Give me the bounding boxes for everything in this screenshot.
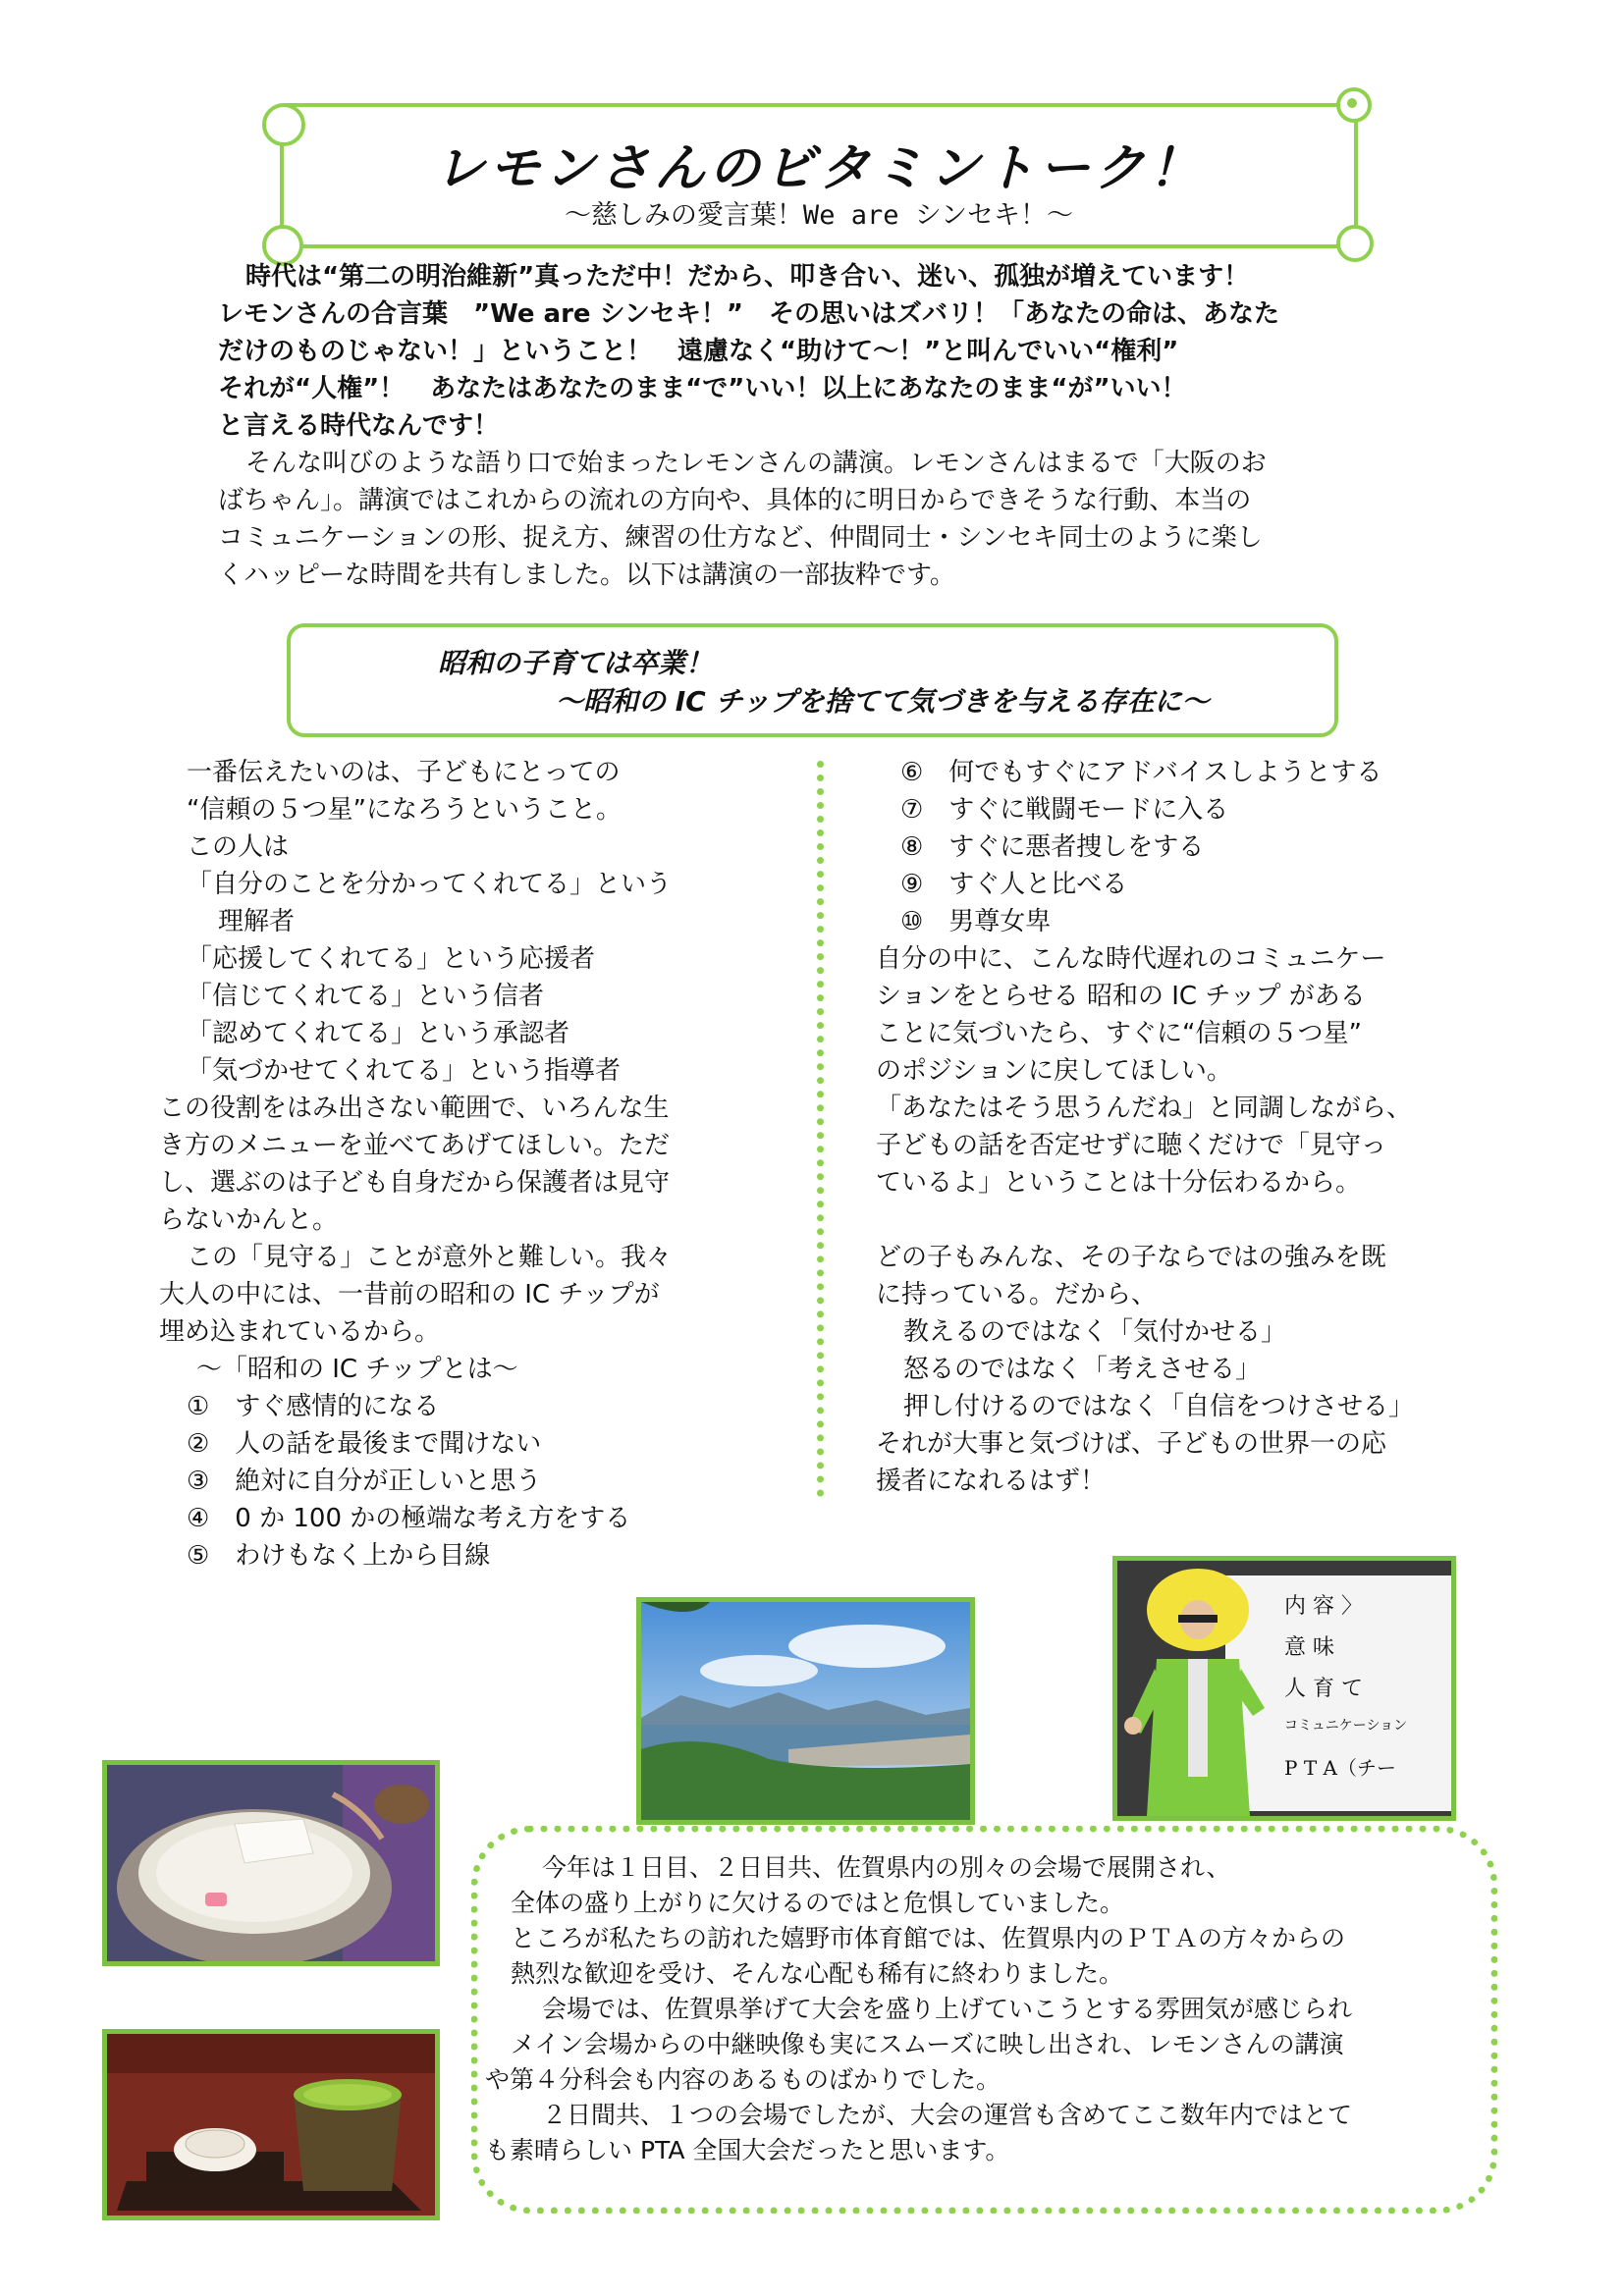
left-column-line: き方のメニューを並べてあげてほしい。ただ	[159, 1131, 671, 1160]
right-column-line: ションをとらせる 昭和の IC チップ がある	[876, 982, 1366, 1011]
right-column-line: 自分の中に、こんな時代遅れのコミュニケー	[876, 944, 1386, 974]
note-line: 会場では、佐賀県挙げて大会を盛り上げていこうとする雰囲気が感じられ	[542, 1995, 1353, 2023]
green-tea-sweets-photo	[102, 2029, 440, 2220]
left-column-line: 「信じてくれてる」という信者	[187, 982, 545, 1011]
right-column-line: 教えるのではなく「気付かせる」	[903, 1317, 1287, 1347]
right-column-line: 子どもの話を否定せずに聴くだけで「見守っ	[876, 1131, 1387, 1160]
left-column-line: 大人の中には、一昔前の昭和の IC チップが	[159, 1280, 660, 1309]
right-column-list-item: ⑩ 男尊女卑	[900, 907, 1052, 936]
left-column-list-item: ④ 0 か 100 かの極端な考え方をする	[187, 1504, 631, 1533]
intro-bold-line: と言える時代なんです！	[218, 411, 500, 441]
note-line: も素晴らしい PTA 全国大会だったと思います。	[485, 2136, 1010, 2164]
right-column-line: に持っている。だから、	[876, 1280, 1158, 1309]
left-column-line: この人は	[187, 832, 290, 862]
note-line: メイン会場からの中継映像も実にスムーズに映し出され、レモンさんの講演	[511, 2030, 1344, 2058]
whiteboard-line: 人 育 て	[1284, 1677, 1363, 1701]
intro-line: くハッピーな時間を共有しました。以下は講演の一部抜粋です。	[218, 561, 955, 590]
left-column-line: 「自分のことを分かってくれてる」という	[187, 870, 673, 899]
left-column-list-item: ② 人の話を最後まで聞けない	[187, 1429, 542, 1459]
whiteboard-line: コミュニケーション	[1284, 1718, 1408, 1734]
tea-illustration	[107, 2034, 435, 2216]
right-column-line: のポジションに戻してほしい。	[876, 1056, 1232, 1086]
note-line: 今年は１日目、２日目共、佐賀県内の別々の会場で展開され、	[542, 1853, 1231, 1882]
tofu-hotpot-photo	[102, 1760, 440, 1966]
intro-bold-line: 時代は“第二の明治維新”真っただ中！だから、叩き合い、迷い、孤独が増えています！	[245, 262, 1250, 292]
right-column-list-item: ⑨ すぐ人と比べる	[900, 870, 1128, 899]
whiteboard-line: P T A（チー	[1284, 1756, 1396, 1780]
speaker-photo	[1112, 1556, 1456, 1821]
right-column-line: 怒るのではなく「考えさせる」	[903, 1355, 1262, 1384]
right-column-line: 援者になれるはず！	[876, 1467, 1107, 1496]
intro-line: そんな叫びのような語り口で始まったレモンさんの講演。レモンさんはまるで「大阪のお	[245, 449, 1267, 478]
right-column-line: それが大事と気づけば、子どもの世界一の応	[876, 1429, 1387, 1459]
intro-line: コミュニケーションの形、捉え方、練習の仕方など、仲間同士・シンセキ同士のように楽し	[218, 523, 1263, 553]
section-subheading: ～昭和の IC チップを捨てて気づきを与える存在に～	[556, 685, 1210, 718]
left-column-line: ～「昭和の IC チップとは～	[196, 1355, 518, 1384]
intro-bold-line: だけのものじゃない！」ということ！ 遠慮なく“助けて～！”と叫んでいい“権利”	[218, 337, 1179, 366]
landscape-illustration	[641, 1602, 970, 1820]
column-divider	[817, 761, 824, 1497]
page-title: レモンさんのビタミントーク！	[433, 139, 1204, 198]
intro-bold-line: レモンさんの合言葉 ”We are シンセキ！” その思いはズバリ！「あなたの命は、あなた	[218, 299, 1280, 329]
whiteboard-line: 意 味	[1284, 1635, 1334, 1660]
intro-bold-line: それが“人権”！ あなたはあなたのまま“で”いい！以上にあなたのまま“が”いい！	[218, 374, 1187, 403]
left-column-line: “信頼の５つ星”になろうということ。	[187, 795, 622, 825]
right-column-line: 押し付けるのではなく「自信をつけさせる」	[903, 1392, 1415, 1421]
scroll-curl-decoration	[1336, 87, 1372, 123]
note-line: 熱烈な歓迎を受け、そんな心配も稀有に終わりました。	[511, 1959, 1124, 1988]
left-column-list-item: ⑤ わけもなく上から目線	[187, 1541, 491, 1571]
left-column-line: 埋め込まれているから。	[159, 1317, 441, 1347]
right-column-line: 「あなたはそう思うんだね」と同調しながら、	[876, 1094, 1413, 1123]
note-line: や第４分科会も内容のあるものばかりでした。	[485, 2065, 1001, 2094]
left-column-line: 「応援してくれてる」という応援者	[187, 944, 596, 974]
left-column-line: この役割をはみ出さない範囲で、いろんな生	[159, 1094, 670, 1123]
title-scroll-banner	[280, 103, 1358, 248]
left-column-line: 一番伝えたいのは、子どもにとっての	[187, 758, 621, 787]
right-column-list-item: ⑦ すぐに戦闘モードに入る	[900, 795, 1229, 825]
right-column-line: ているよ」ということは十分伝わるから。	[876, 1168, 1362, 1198]
page-subtitle: ～慈しみの愛言葉！We are シンセキ！～	[564, 200, 1074, 231]
note-line: ２日間共、１つの会場でしたが、大会の運営も含めてここ数年内ではとて	[542, 2101, 1353, 2129]
left-column-line: この「見守る」ことが意外と難しい。我々	[187, 1243, 673, 1272]
note-line: 全体の盛り上がりに欠けるのではと危惧していました。	[511, 1889, 1125, 1917]
whiteboard-line: 内 容 〉	[1284, 1594, 1363, 1619]
left-column-line: 理解者	[218, 907, 296, 936]
left-column-line: 「気づかせてくれてる」という指導者	[187, 1056, 622, 1086]
section-heading: 昭和の子育ては卒業！	[438, 647, 714, 679]
hotpot-illustration	[107, 1765, 435, 1961]
section-heading-box	[287, 623, 1338, 737]
left-column-list-item: ① すぐ感情的になる	[187, 1392, 440, 1421]
left-column-line: 「認めてくれてる」という承認者	[187, 1019, 570, 1048]
right-column-list-item: ⑧ すぐに悪者捜しをする	[900, 832, 1205, 862]
left-column-line: らないかんと。	[159, 1205, 339, 1235]
right-column-line: ことに気づいたら、すぐに“信頼の５つ星”	[876, 1019, 1362, 1048]
landscape-photo	[636, 1597, 975, 1825]
speaker-figure	[1117, 1561, 1451, 1816]
left-column-line: し、選ぶのは子ども自身だから保護者は見守	[159, 1168, 671, 1198]
right-column-list-item: ⑥ 何でもすぐにアドバイスしようとする	[900, 758, 1382, 787]
left-column-list-item: ③ 絶対に自分が正しいと思う	[187, 1467, 542, 1496]
note-line: ところが私たちの訪れた嬉野市体育館では、佐賀県内のＰＴＡの方々からの	[511, 1924, 1346, 1952]
right-column-line: どの子もみんな、その子ならではの強みを既	[876, 1243, 1386, 1272]
intro-line: ばちゃん」。講演ではこれからの流れの方向や、具体的に明日からできそうな行動、本当の	[218, 486, 1252, 515]
